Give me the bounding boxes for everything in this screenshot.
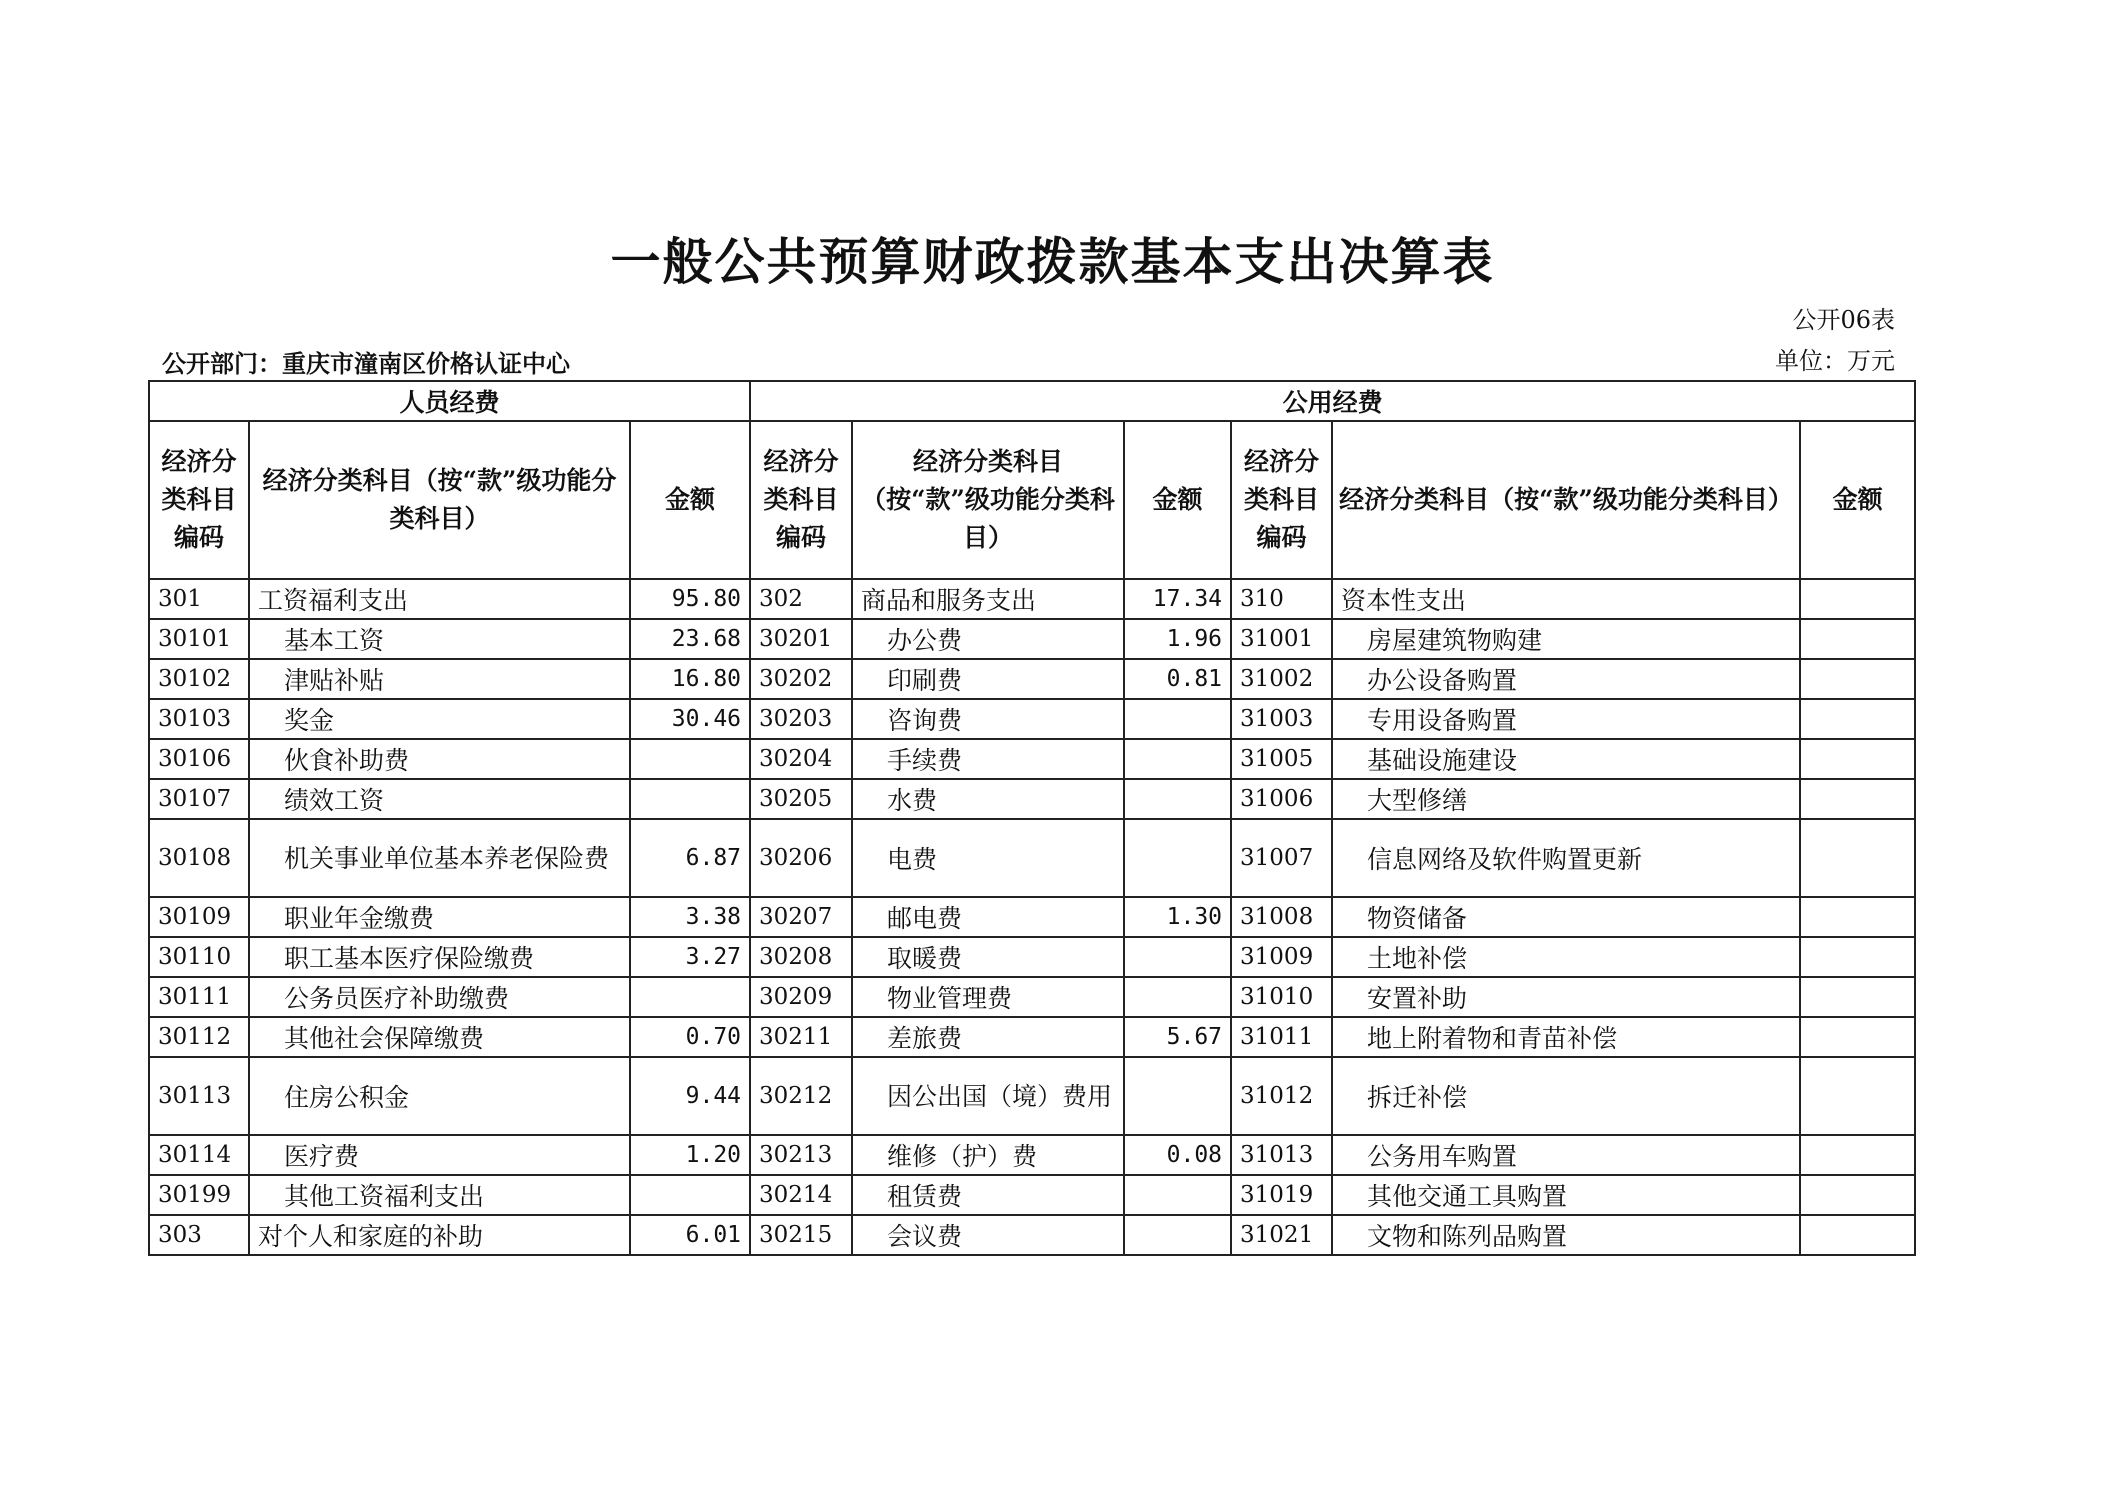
amount-cell bbox=[1800, 779, 1915, 819]
name-cell: 差旅费 bbox=[852, 1017, 1124, 1057]
name-cell: 津贴补贴 bbox=[249, 659, 630, 699]
code-cell: 30206 bbox=[750, 819, 852, 897]
code-cell: 30207 bbox=[750, 897, 852, 937]
code-cell: 30201 bbox=[750, 619, 852, 659]
code-cell: 30208 bbox=[750, 937, 852, 977]
table-row bbox=[149, 819, 1915, 897]
amount-cell bbox=[1124, 779, 1231, 819]
code-cell: 30106 bbox=[149, 739, 249, 779]
code-cell: 302 bbox=[750, 579, 852, 619]
amount-cell: 16.80 bbox=[630, 659, 750, 699]
name-cell: 物业管理费 bbox=[852, 977, 1124, 1017]
name-cell: 办公设备购置 bbox=[1332, 659, 1800, 699]
name-cell: 物资储备 bbox=[1332, 897, 1800, 937]
name-cell: 邮电费 bbox=[852, 897, 1124, 937]
name-cell: 办公费 bbox=[852, 619, 1124, 659]
code-cell: 31021 bbox=[1231, 1215, 1332, 1255]
name-cell: 房屋建筑物购建 bbox=[1332, 619, 1800, 659]
table-row bbox=[149, 1215, 1915, 1255]
table-row bbox=[149, 1175, 1915, 1215]
name-cell: 公务用车购置 bbox=[1332, 1135, 1800, 1175]
name-cell: 职业年金缴费 bbox=[249, 897, 630, 937]
code-cell: 30102 bbox=[149, 659, 249, 699]
code-cell: 31001 bbox=[1231, 619, 1332, 659]
amount-cell: 0.81 bbox=[1124, 659, 1231, 699]
amount-cell bbox=[1800, 937, 1915, 977]
name-cell: 资本性支出 bbox=[1332, 579, 1800, 619]
col-name-3: 经济分类科目（按“款”级功能分类科目） bbox=[1332, 421, 1800, 579]
name-cell: 其他社会保障缴费 bbox=[249, 1017, 630, 1057]
amount-cell: 30.46 bbox=[630, 699, 750, 739]
code-cell: 31013 bbox=[1231, 1135, 1332, 1175]
amount-cell bbox=[1800, 1215, 1915, 1255]
table-row bbox=[149, 579, 1915, 619]
amount-cell bbox=[1124, 1215, 1231, 1255]
amount-cell bbox=[1800, 699, 1915, 739]
name-cell: 文物和陈列品购置 bbox=[1332, 1215, 1800, 1255]
name-cell: 电费 bbox=[852, 819, 1124, 897]
code-cell: 30107 bbox=[149, 779, 249, 819]
amount-cell bbox=[1800, 977, 1915, 1017]
group-header-row bbox=[149, 381, 1915, 421]
unit-label: 单位：万元 bbox=[1775, 347, 1895, 375]
amount-cell bbox=[1800, 819, 1915, 897]
name-cell: 商品和服务支出 bbox=[852, 579, 1124, 619]
name-cell: 印刷费 bbox=[852, 659, 1124, 699]
amount-cell bbox=[1124, 977, 1231, 1017]
column-header-row bbox=[149, 421, 1915, 579]
code-cell: 31005 bbox=[1231, 739, 1332, 779]
code-cell: 30109 bbox=[149, 897, 249, 937]
code-cell: 31007 bbox=[1231, 819, 1332, 897]
name-cell: 咨询费 bbox=[852, 699, 1124, 739]
col-name-1: 经济分类科目（按“款”级功能分类科目） bbox=[249, 421, 630, 579]
code-cell: 30113 bbox=[149, 1057, 249, 1135]
code-cell: 303 bbox=[149, 1215, 249, 1255]
code-cell: 31011 bbox=[1231, 1017, 1332, 1057]
code-cell: 31012 bbox=[1231, 1057, 1332, 1135]
code-cell: 31010 bbox=[1231, 977, 1332, 1017]
code-cell: 310 bbox=[1231, 579, 1332, 619]
amount-cell bbox=[1800, 579, 1915, 619]
amount-cell bbox=[1800, 1057, 1915, 1135]
code-cell: 31006 bbox=[1231, 779, 1332, 819]
code-cell: 30212 bbox=[750, 1057, 852, 1135]
code-cell: 31003 bbox=[1231, 699, 1332, 739]
table-row bbox=[149, 619, 1915, 659]
name-cell: 土地补偿 bbox=[1332, 937, 1800, 977]
amount-cell: 6.87 bbox=[630, 819, 750, 897]
name-cell: 其他工资福利支出 bbox=[249, 1175, 630, 1215]
amount-cell bbox=[1800, 739, 1915, 779]
amount-cell: 0.08 bbox=[1124, 1135, 1231, 1175]
amount-cell bbox=[1800, 1175, 1915, 1215]
col-code-1: 经济分类科目编码 bbox=[149, 421, 249, 579]
table-row bbox=[149, 659, 1915, 699]
col-amount-3: 金额 bbox=[1800, 421, 1915, 579]
amount-cell bbox=[1124, 1175, 1231, 1215]
name-cell: 其他交通工具购置 bbox=[1332, 1175, 1800, 1215]
amount-cell bbox=[630, 977, 750, 1017]
col-code-3: 经济分类科目编码 bbox=[1231, 421, 1332, 579]
code-cell: 30114 bbox=[149, 1135, 249, 1175]
amount-cell bbox=[630, 739, 750, 779]
page-title: 一般公共预算财政拨款基本支出决算表 bbox=[610, 232, 1495, 291]
name-cell: 会议费 bbox=[852, 1215, 1124, 1255]
amount-cell: 0.70 bbox=[630, 1017, 750, 1057]
name-cell: 绩效工资 bbox=[249, 779, 630, 819]
name-cell: 信息网络及软件购置更新 bbox=[1332, 819, 1800, 897]
code-cell: 30199 bbox=[149, 1175, 249, 1215]
name-cell: 基本工资 bbox=[249, 619, 630, 659]
code-cell: 31009 bbox=[1231, 937, 1332, 977]
name-cell: 专用设备购置 bbox=[1332, 699, 1800, 739]
amount-cell: 1.20 bbox=[630, 1135, 750, 1175]
code-cell: 30211 bbox=[750, 1017, 852, 1057]
amount-cell: 17.34 bbox=[1124, 579, 1231, 619]
department-label: 公开部门：重庆市潼南区价格认证中心 bbox=[162, 349, 570, 378]
amount-cell bbox=[1800, 1135, 1915, 1175]
amount-cell bbox=[1800, 1017, 1915, 1057]
amount-cell: 3.38 bbox=[630, 897, 750, 937]
name-cell: 水费 bbox=[852, 779, 1124, 819]
amount-cell bbox=[1124, 1057, 1231, 1135]
col-code-2: 经济分类科目编码 bbox=[750, 421, 852, 579]
amount-cell bbox=[1124, 819, 1231, 897]
code-cell: 30214 bbox=[750, 1175, 852, 1215]
code-cell: 30215 bbox=[750, 1215, 852, 1255]
name-cell: 维修（护）费 bbox=[852, 1135, 1124, 1175]
code-cell: 30202 bbox=[750, 659, 852, 699]
name-cell: 地上附着物和青苗补偿 bbox=[1332, 1017, 1800, 1057]
code-cell: 31002 bbox=[1231, 659, 1332, 699]
amount-cell bbox=[630, 1175, 750, 1215]
amount-cell: 5.67 bbox=[1124, 1017, 1231, 1057]
name-cell: 租赁费 bbox=[852, 1175, 1124, 1215]
col-name-2: 经济分类科目（按“款”级功能分类科目） bbox=[852, 421, 1124, 579]
table-row bbox=[149, 1017, 1915, 1057]
name-cell: 职工基本医疗保险缴费 bbox=[249, 937, 630, 977]
code-cell: 31008 bbox=[1231, 897, 1332, 937]
code-cell: 30209 bbox=[750, 977, 852, 1017]
code-cell: 30108 bbox=[149, 819, 249, 897]
amount-cell bbox=[1124, 699, 1231, 739]
group-personnel: 人员经费 bbox=[149, 381, 750, 421]
code-cell: 30213 bbox=[750, 1135, 852, 1175]
amount-cell: 23.68 bbox=[630, 619, 750, 659]
name-cell: 手续费 bbox=[852, 739, 1124, 779]
table-row bbox=[149, 1057, 1915, 1135]
table-row bbox=[149, 739, 1915, 779]
code-cell: 30205 bbox=[750, 779, 852, 819]
amount-cell bbox=[1800, 619, 1915, 659]
code-cell: 30103 bbox=[149, 699, 249, 739]
amount-cell bbox=[1124, 739, 1231, 779]
group-public: 公用经费 bbox=[750, 381, 1915, 421]
code-cell: 30203 bbox=[750, 699, 852, 739]
name-cell: 医疗费 bbox=[249, 1135, 630, 1175]
name-cell: 拆迁补偿 bbox=[1332, 1057, 1800, 1135]
amount-cell: 6.01 bbox=[630, 1215, 750, 1255]
amount-cell: 95.80 bbox=[630, 579, 750, 619]
table-row bbox=[149, 937, 1915, 977]
form-number: 公开06表 bbox=[1792, 306, 1895, 334]
name-cell: 基础设施建设 bbox=[1332, 739, 1800, 779]
code-cell: 31019 bbox=[1231, 1175, 1332, 1215]
code-cell: 30110 bbox=[149, 937, 249, 977]
name-cell: 工资福利支出 bbox=[249, 579, 630, 619]
name-cell: 安置补助 bbox=[1332, 977, 1800, 1017]
expenditure-table bbox=[148, 380, 1916, 1256]
name-cell: 取暖费 bbox=[852, 937, 1124, 977]
name-cell: 住房公积金 bbox=[249, 1057, 630, 1135]
table-row bbox=[149, 1135, 1915, 1175]
amount-cell: 9.44 bbox=[630, 1057, 750, 1135]
code-cell: 30111 bbox=[149, 977, 249, 1017]
code-cell: 30101 bbox=[149, 619, 249, 659]
name-cell: 公务员医疗补助缴费 bbox=[249, 977, 630, 1017]
amount-cell: 3.27 bbox=[630, 937, 750, 977]
name-cell: 伙食补助费 bbox=[249, 739, 630, 779]
amount-cell bbox=[1800, 659, 1915, 699]
amount-cell: 1.30 bbox=[1124, 897, 1231, 937]
name-cell: 奖金 bbox=[249, 699, 630, 739]
name-cell: 对个人和家庭的补助 bbox=[249, 1215, 630, 1255]
code-cell: 30112 bbox=[149, 1017, 249, 1057]
amount-cell bbox=[1800, 897, 1915, 937]
name-cell: 大型修缮 bbox=[1332, 779, 1800, 819]
name-cell: 机关事业单位基本养老保险费 bbox=[249, 819, 630, 897]
col-amount-2: 金额 bbox=[1124, 421, 1231, 579]
table-row bbox=[149, 977, 1915, 1017]
table-row bbox=[149, 779, 1915, 819]
table-body bbox=[149, 381, 1915, 1255]
amount-cell bbox=[1124, 937, 1231, 977]
table-row bbox=[149, 897, 1915, 937]
code-cell: 301 bbox=[149, 579, 249, 619]
amount-cell: 1.96 bbox=[1124, 619, 1231, 659]
table-row bbox=[149, 699, 1915, 739]
name-cell: 因公出国（境）费用 bbox=[852, 1057, 1124, 1135]
col-amount-1: 金额 bbox=[630, 421, 750, 579]
amount-cell bbox=[630, 779, 750, 819]
code-cell: 30204 bbox=[750, 739, 852, 779]
